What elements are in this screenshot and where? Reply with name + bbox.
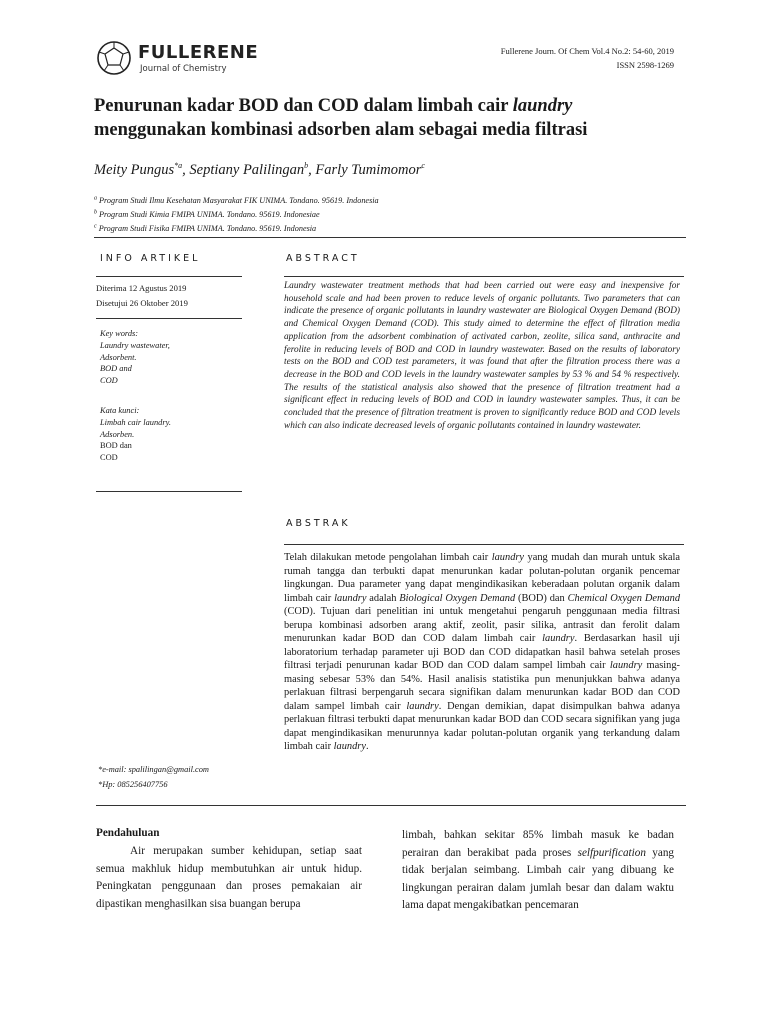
journal-citation: Fullerene Journ. Of Chem Vol.4 No.2: 54-60, 2019: [500, 46, 674, 56]
body-right-column: [402, 827, 674, 915]
corresponding-contact: [98, 762, 209, 792]
abstrak-italic: laundry: [491, 552, 525, 563]
katakunci-block: [100, 405, 171, 464]
katakunci-item: COD: [100, 453, 118, 463]
abstract-heading: ABSTRACT: [286, 253, 360, 264]
abstrak-segment: masing-masing sebesar 53% dan 54%. Hasil analisis statistika pun menunjukkan bahwa adanya perlakuan filtrasi berpengaruh secara signifikan dalam menurunkan kadar BOD dan COD dalam sampel limbah cair: [284, 660, 680, 712]
contact-email: *e-mail: spalilingan@gmail.com: [98, 765, 209, 774]
paper-title: [94, 94, 684, 142]
keyword: BOD and: [100, 364, 132, 374]
katakunci-item: Limbah cair laundry.: [100, 417, 171, 427]
body-left-column: Air merupakan sumber kehidupan, setiap saat semua makhluk hidup membutuhkan air untuk hidup. Peningkatan penggunaan dan proses pemakaian air dipastikan menghasilkan sisa buangan berupa: [96, 845, 362, 910]
abstrak-segment: . Dengan demikian, dapat disimpulkan bahwa adanya perlakuan filtrasi terbukti dapat menurunkan kadar BOD dan COD secara signifikan yang juga dapat mengindikasikan menurunnya kadar polutan-polutan organik yang terkandung dalam limbah cair: [284, 700, 681, 752]
info-heading: INFO ARTIKEL: [100, 253, 201, 264]
author-list: Meity Pungus$^{*a}$, Septiany Palilingan$^b$, Farly Tumimomor$^c$: [94, 161, 425, 178]
journal-issn: ISSN 2598-1269: [616, 60, 674, 70]
author-name: Meity Pungus: [94, 162, 175, 178]
logo-name: FULLERENE: [138, 42, 259, 63]
accepted-date: Disetujui 26 Oktober 2019: [96, 298, 188, 308]
author-mark: c: [421, 161, 425, 171]
abstrak-heading: ABSTRAK: [286, 518, 351, 529]
affiliation: [94, 222, 379, 236]
abstrak-rule: [284, 544, 684, 545]
katakunci-item: BOD dan: [100, 441, 132, 451]
affiliation-text: Program Studi Fisika FMIPA UNIMA. Tondano. 95619. Indonesia: [98, 224, 317, 233]
author-name: Septiany Palilingan: [189, 162, 305, 178]
contact-phone: *Hp: 085256407756: [98, 780, 168, 789]
keyword: Laundry wastewater,: [100, 340, 170, 350]
affiliation-mark: a: [94, 195, 97, 202]
keywords-block: [100, 328, 170, 387]
received-date: Diterima 12 Agustus 2019: [96, 283, 187, 293]
logo-subtitle: Journal of Chemistry: [140, 64, 227, 74]
abstrak-italic: Biological Oxygen Demand: [399, 592, 516, 604]
katakunci-label: Kata kunci:: [100, 406, 140, 415]
keyword: COD: [100, 376, 118, 386]
abstrak-italic: laundry: [333, 741, 366, 752]
affiliation-text: Program Studi Kimia FMIPA UNIMA. Tondano. 95619. Indonesiae: [99, 210, 320, 219]
abstrak-segment: . Berdasarkan hasil uji laboratorium terhadap parameter uji BOD dan COD didapatkan hasil bahwa setelah proses filtrasi terjadi penurunan kadar BOD dan COD dalam sampel limbah cair: [284, 633, 680, 671]
body-segment: limbah, bahkan sekitar 85% limbah masuk ke badan perairan dan berakibat pada proses: [402, 829, 674, 859]
abstrak-italic: laundry: [334, 592, 367, 604]
affiliation: [94, 194, 379, 208]
body-italic: selfpurification: [577, 846, 646, 859]
info-rule: [96, 276, 242, 277]
fullerene-molecule-icon: [96, 40, 132, 76]
keyword: Adsorbent.: [100, 352, 137, 362]
katakunci-item: Adsorben.: [100, 429, 135, 439]
section-heading: Pendahuluan: [96, 827, 160, 839]
abstrak-segment: .: [365, 741, 369, 752]
author-mark: b: [304, 161, 309, 171]
affiliation: [94, 208, 379, 222]
title-line1-italic: laundry: [512, 96, 573, 116]
abstract-rule: [284, 276, 684, 277]
info-rule: [96, 491, 242, 492]
abstrak-italic: laundry: [609, 660, 643, 671]
affiliation-mark: c: [94, 223, 97, 230]
abstrak-segment: Telah dilakukan metode pengolahan limbah cair: [284, 552, 492, 563]
author-name: Farly Tumimomor: [315, 162, 422, 178]
abstrak-text: [284, 551, 680, 754]
header-divider: [94, 237, 686, 238]
journal-logo: [96, 40, 259, 76]
title-line1: Penurunan kadar BOD dan COD dalam limbah cair: [94, 96, 509, 116]
affiliation-mark: b: [94, 209, 97, 216]
journal-reference: [501, 44, 674, 72]
abstrak-segment: (BOD) dan: [515, 592, 568, 604]
abstract-text: Laundry wastewater treatment methods that had been carried out were easy and inexpensive for household scale and had been proven to reduce levels of organic pollutants. Two parameters that can indicate the presence of organic pollutants in laundry wastewater are Biological Oxygen Demand (BOD) and Chemical Oxygen Demand (COD). This study aimed to determine the effect of filtration media application from the adsorbent combination of activated carbon, zeolite, silica sand, anthracite and ferolite in reducing levels of BOD and COD in laundry wastewater. Based on the results of laboratory tests on the BOD and COD test parameters, it was found that after the filtration process there was a decrease in the BOD and COD levels in the laundry wastewater samples by 53 % and 54 % respectively. The results of the statistical analysis also showed that the presence of filtration treatment had a significant effect in reducing levels of BOD and COD in laundry wastewater samples. Thus, it can be concluded that the presence of filtration treatment is proven to significantly reduce BOD and COD levels which can also indicate decreased levels of organic pollutants contained in laundry wastewater.: [284, 281, 680, 431]
affiliation-text: Program Studi Ilmu Kesehatan Masyarakat FIK UNIMA. Tondano. 95619. Indonesia: [99, 196, 379, 205]
keywords-label: Key words:: [100, 329, 139, 338]
info-rule: [96, 318, 242, 319]
abstrak-segment: adalah: [366, 592, 400, 604]
title-line2: menggunakan kombinasi adsorben alam sebagai media filtrasi: [94, 120, 588, 140]
abstrak-italic: laundry: [406, 700, 439, 712]
author-mark: *a: [174, 161, 183, 171]
article-dates: [96, 281, 188, 311]
abstrak-segment: yang mudah dan murah untuk skala rumah tangga dan terbukti dapat menurunkan kadar polutan-polutan organik pencemar lingkungan. Dua parameter yang dapat mengindikasikan keberadaan polutan organik dalam limbah cair: [284, 552, 680, 604]
abstrak-segment: (COD). Tujuan dari penelitian ini untuk mengetahui pengaruh penggunaan media filtrasi berupa kombinasi adsorben arang aktif, zeolit, pasir silika, antrasit dan ferolit dalam menurunkan kadar BOD dan COD dalam limbah cair: [284, 606, 680, 644]
abstrak-italic: Chemical Oxygen Demand: [567, 592, 681, 604]
abstrak-end-rule: [96, 805, 686, 806]
affiliations: [94, 194, 379, 236]
abstrak-italic: laundry: [542, 633, 575, 644]
body-segment: yang tidak berjalan seimbang. Limbah cair yang dibuang ke lingkungan perairan dalam jumlah besar dan dalam waktu lama dapat mengakibatkan pencemaran: [402, 846, 675, 912]
